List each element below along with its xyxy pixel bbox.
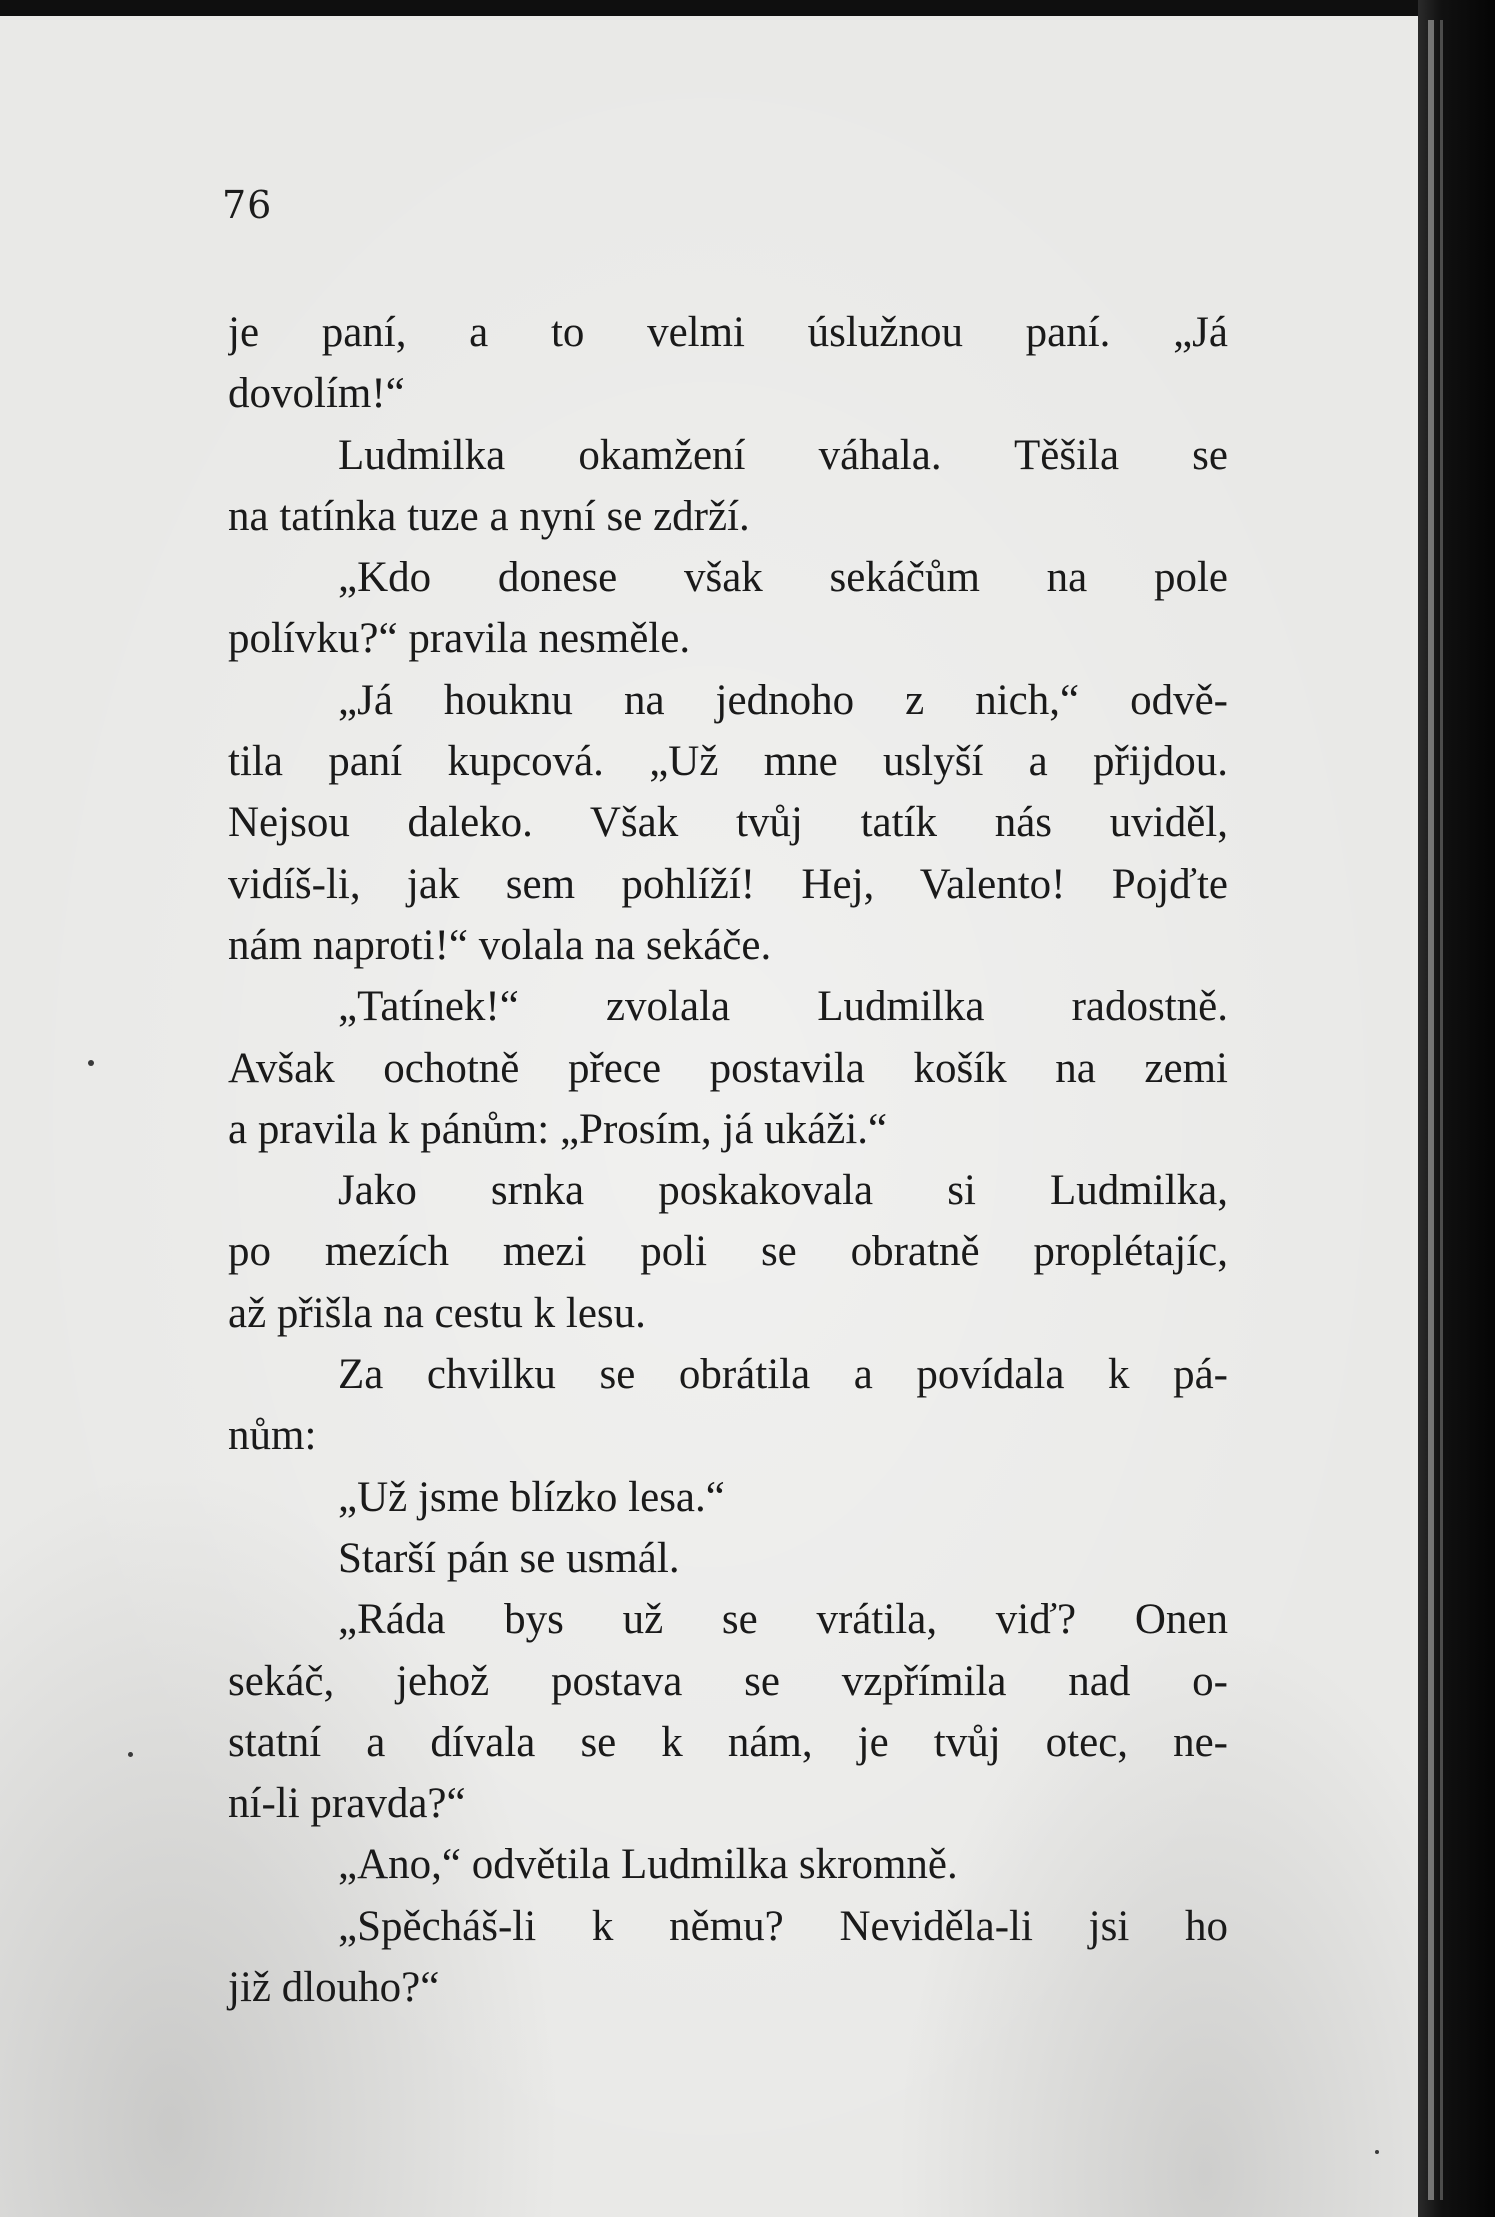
text-line: ní-li pravda?“ [228, 1780, 466, 1828]
text-line: nám naproti!“ volala na sekáče. [228, 921, 772, 969]
text-line: Za chvilku se obrátila a povídala k pá- [338, 1351, 1228, 1399]
text-line: polívku?“ pravila nesměle. [228, 615, 691, 663]
text-line: „Ráda bys už se vrátila, viď? Onen [338, 1596, 1228, 1644]
text-line: již dlouho?“ [228, 1964, 440, 2012]
dust-speck [88, 1060, 94, 1066]
text-line: „Už jsme blízko lesa.“ [338, 1473, 725, 1521]
text-line: Ludmilka okamžení váhala. Těšila se [338, 431, 1228, 479]
dust-speck [128, 1752, 133, 1757]
text-line: na tatínka tuze a nyní se zdrží. [228, 492, 750, 540]
text-line: je paní, a to velmi úslužnou paní. „Já [228, 309, 1228, 356]
text-line: „Já houknu na jednoho z nich,“ odvě- [338, 676, 1228, 724]
binding-highlight-secondary [1440, 20, 1443, 2200]
text-line: Starší pán se usmál. [338, 1534, 680, 1582]
text-line: Jako srnka poskakovala si Ludmilka, [338, 1167, 1228, 1215]
text-line: a pravila k pánům: „Prosím, já ukáži.“ [228, 1105, 888, 1153]
text-line: sekáč, jehož postava se vzpřímila nad o- [228, 1657, 1228, 1705]
text-line: dovolím!“ [228, 370, 405, 418]
page-number: 76 [222, 183, 273, 227]
body-text [228, 302, 1228, 2018]
binding-highlight [1428, 20, 1434, 2200]
text-line: Nejsou daleko. Však tvůj tatík nás uviděl, [228, 799, 1228, 847]
text-line: vidíš-li, jak sem pohlíží! Hej, Valento! Pojďte [228, 860, 1228, 908]
text-line: po mezích mezi poli se obratně proplétajíc, [228, 1228, 1228, 1276]
text-line: tila paní kupcová. „Už mne uslyší a přijdou. [228, 738, 1228, 786]
text-line: „Spěcháš-li k němu? Neviděla-li jsi ho [338, 1902, 1228, 1950]
dust-speck [1375, 2150, 1379, 2154]
text-line: až přišla na cestu k lesu. [228, 1289, 646, 1337]
text-line: Avšak ochotně přece postavila košík na zemi [228, 1044, 1228, 1092]
text-line: „Tatínek!“ zvolala Ludmilka radostně. [338, 983, 1228, 1031]
text-line: „Ano,“ odvětila Ludmilka skromně. [338, 1841, 958, 1889]
text-line: statní a dívala se k nám, je tvůj otec, ne- [228, 1718, 1228, 1766]
text-line: nům: [228, 1412, 317, 1460]
text-line: „Kdo donese však sekáčům na pole [338, 554, 1228, 602]
